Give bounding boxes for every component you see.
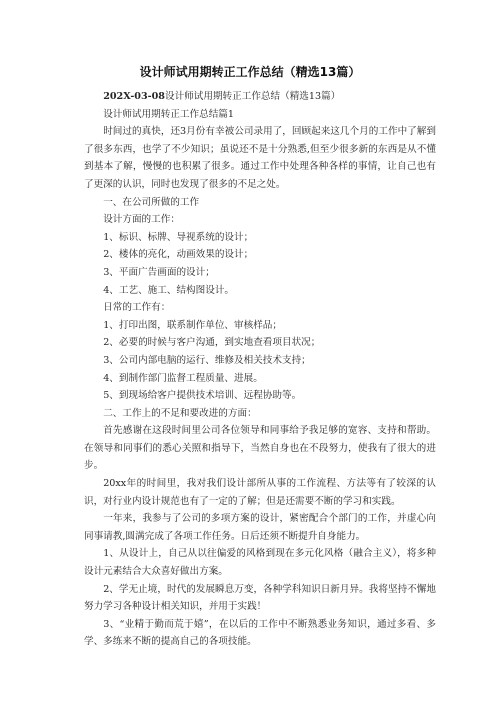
paragraph: 一年来，我参与了公司的多项方案的设计，紧密配合个部门的工作，并虚心向同事请教,圆满完成了各项工作任务。日后还须不断提升自身能力。 <box>84 513 436 542</box>
list-item: 4、到制作部门监督工程质量、进展。 <box>103 372 263 384</box>
list-item: 1、标识、标牌、导视系统的设计； <box>103 231 254 243</box>
list-item: 3、“业精于勤而荒于嬉”，在以后的工作中不断熟悉业务知识，通过多看、多学、多练来不断的提高自己的各项技能。 <box>84 618 436 648</box>
list-item: 2、必要的时候与客户沟通，到实地查看项目状况； <box>103 337 321 349</box>
document-title: 设计师试用期转正工作总结（精选13篇） <box>139 65 361 79</box>
list-item: 1、从设计上，自己从以往偏爱的风格到现在多元化风格（融合主义），将多种设计元素结合大众喜好做出方案。 <box>84 548 436 578</box>
heading-1: 一、在公司所做的工作 <box>103 196 200 208</box>
section-title: 设计师试用期转正工作总结篇1 <box>103 108 235 120</box>
document-meta-text: 设计师试用期转正工作总结（精选13篇） <box>164 91 341 102</box>
list-item: 3、平面广告画面的设计； <box>103 266 215 278</box>
list-item: 1、打印出图，联系制作单位、审核样品； <box>103 319 282 331</box>
paragraph: 日常的工作有： <box>103 302 171 314</box>
paragraph: 20xx年的时间里，我对我们设计部所从事的工作流程、方法等有了较深的认识，对行业内设计规范也有了一定的了解；但是还需要不断的学习和实践。 <box>84 478 436 507</box>
paragraph: 首先感谢在这段时间里公司各位领导和同事给予我足够的宽容、支持和帮助。在领导和同事们的悉心关照和指导下，当然自身也在不段努力，使我有了很大的进步。 <box>84 425 436 472</box>
list-item: 5、到现场给客户提供技术培训、远程协助等。 <box>103 390 302 402</box>
paragraph: 时间过的真快，还3月份有幸被公司录用了，回顾起来这几个月的工作中了解到了很多东西，也学了不少知识；虽说还不是十分熟悉,但至少很多新的东西是从不懂到基本了解，慢慢的也积累了很多。通过工作中处理各种各样的事情，让自己也有了更深的认识，同时也发现了很多的不足之处。 <box>84 126 436 190</box>
document-body <box>84 88 436 651</box>
document-date: 202X-03-08 <box>103 91 165 102</box>
paragraph: 设计方面的工作： <box>103 214 180 226</box>
list-item: 2、学无止境，时代的发展瞬息万变，各种学科知识日新月异。我将坚持不懈地努力学习各种设计相关知识，并用于实践！ <box>84 583 436 613</box>
document-meta <box>84 88 436 106</box>
list-item: 3、公司内部电脑的运行、维修及相关技术支持； <box>103 354 311 366</box>
list-item: 2、楼体的亮化，动画效果的设计； <box>103 249 254 261</box>
list-item: 4、工艺、施工、结构图设计。 <box>103 284 235 296</box>
heading-2: 二、工作上的不足和要改进的方面： <box>103 407 257 419</box>
